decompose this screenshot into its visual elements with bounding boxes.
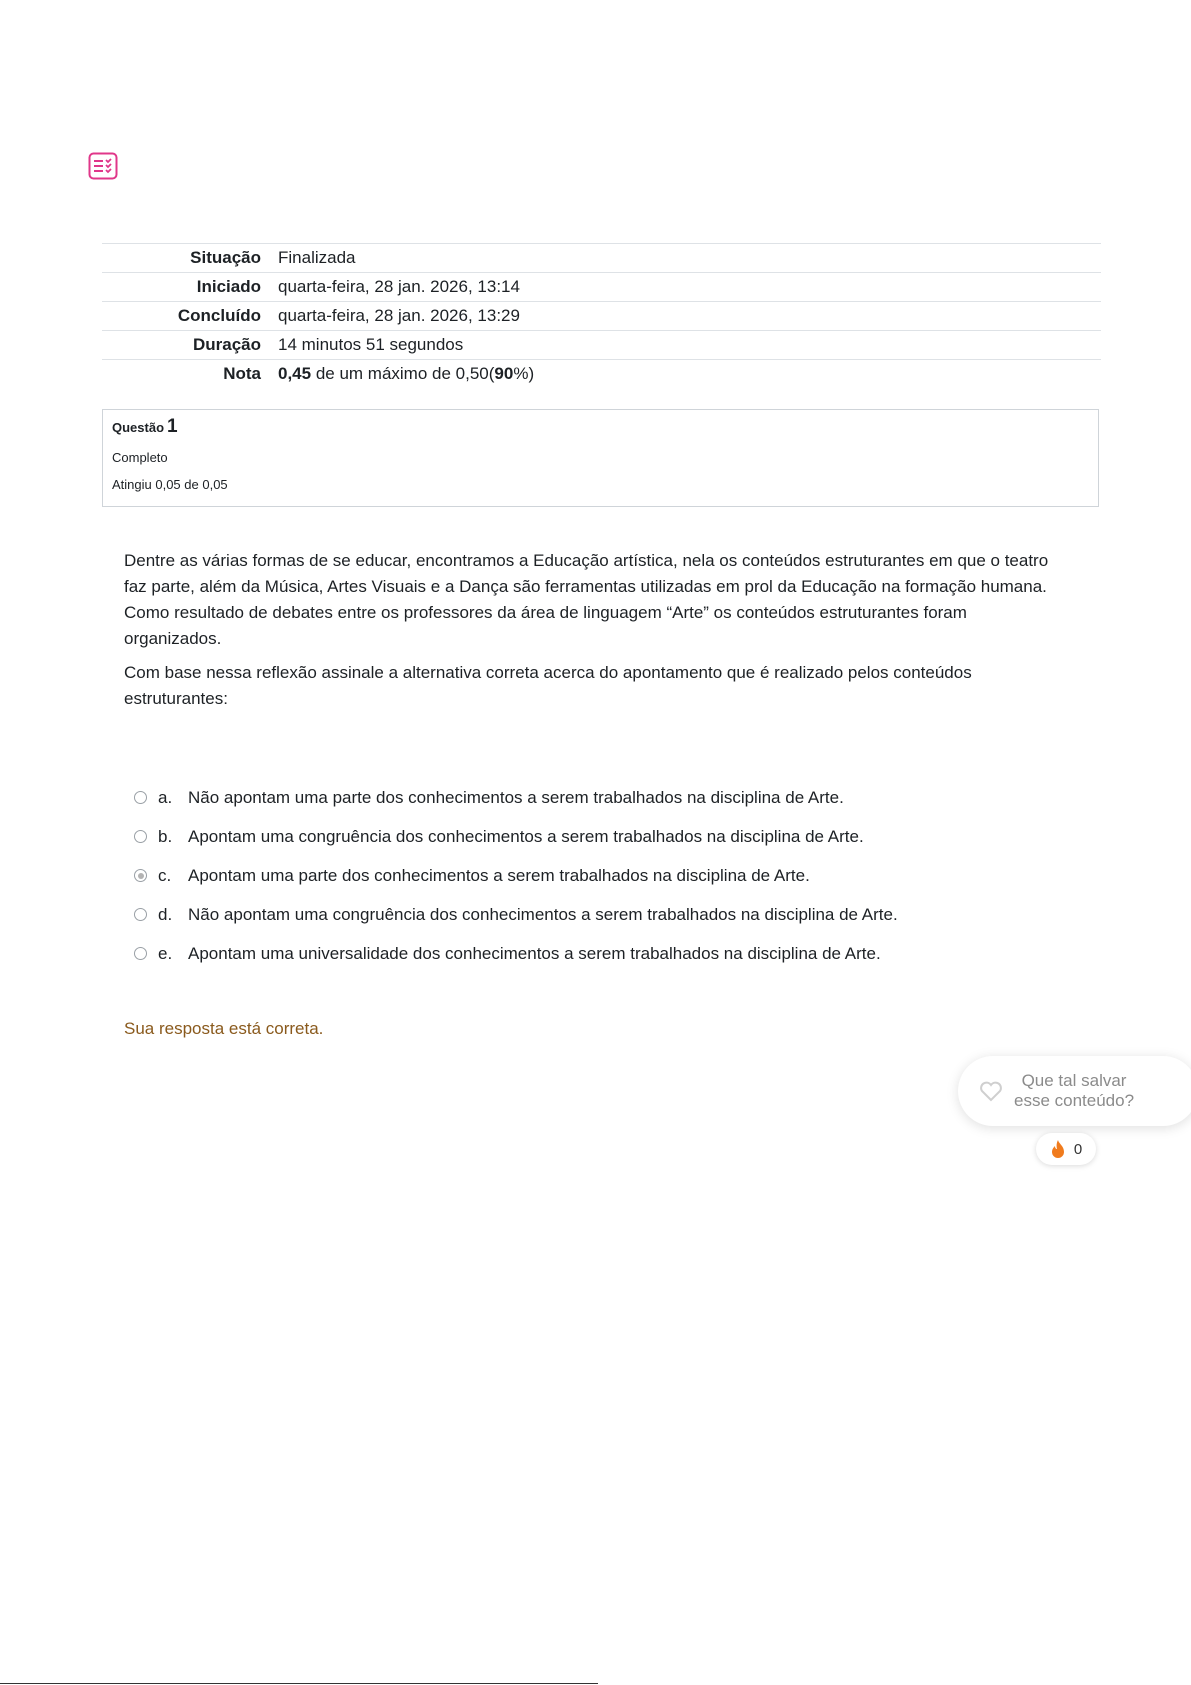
answer-option-c[interactable] — [134, 856, 898, 895]
question-status: Completo — [112, 450, 168, 465]
answer-text: Apontam uma universalidade dos conhecimentos a serem trabalhados na disciplina de Arte. — [188, 943, 881, 963]
answer-options — [134, 778, 898, 973]
fire-streak-chip[interactable] — [1036, 1133, 1096, 1165]
answer-feedback: Sua resposta está correta. — [124, 1019, 324, 1038]
answer-letter: c. — [158, 865, 172, 885]
summary-label: Nota — [223, 364, 261, 383]
question-label: Questão — [112, 420, 165, 435]
answer-option-b[interactable] — [134, 817, 898, 856]
radio-button[interactable] — [134, 947, 147, 960]
question-number-value: 1 — [167, 416, 178, 437]
summary-value: Finalizada — [278, 248, 356, 267]
answer-text: Apontam uma congruência dos conhecimentos a serem trabalhados na disciplina de Arte. — [188, 826, 864, 846]
question-number — [112, 416, 1089, 438]
answer-letter: d. — [158, 904, 173, 924]
answer-option-d[interactable] — [134, 895, 898, 934]
summary-row-iniciado — [102, 273, 1101, 302]
grade-end: %) — [513, 364, 535, 383]
save-line-1: Que tal salvar — [1021, 1071, 1127, 1090]
summary-label: Duração — [192, 335, 261, 354]
summary-row-concluido — [102, 302, 1101, 331]
answer-text: Não apontam uma congruência dos conhecimentos a serem trabalhados na disciplina de Arte. — [188, 904, 898, 924]
radio-button[interactable] — [134, 908, 147, 921]
answer-text: Apontam uma parte dos conhecimentos a serem trabalhados na disciplina de Arte. — [188, 865, 810, 885]
question-mark: Atingiu 0,05 de 0,05 — [112, 477, 228, 492]
save-content-text — [1014, 1071, 1134, 1111]
answer-option-e[interactable] — [134, 934, 898, 973]
question-paragraph: Com base nessa reflexão assinale a alternativa correta acerca do apontamento que é realizado pelos conteúdos estruturantes: — [124, 663, 972, 708]
heart-icon[interactable] — [978, 1078, 1004, 1104]
page-bottom-divider — [0, 1683, 598, 1684]
attempt-summary-table — [102, 243, 1101, 388]
save-content-widget[interactable] — [958, 1056, 1191, 1126]
answer-option-a[interactable] — [134, 778, 898, 817]
answer-letter: b. — [158, 826, 173, 846]
grade-mid: de um máximo de 0,50( — [311, 364, 495, 383]
radio-button[interactable] — [134, 791, 147, 804]
question-info-box — [102, 409, 1099, 507]
summary-label: Iniciado — [196, 277, 261, 296]
radio-button[interactable] — [134, 830, 147, 843]
answer-text: Não apontam uma parte dos conhecimentos a serem trabalhados na disciplina de Arte. — [188, 787, 844, 807]
grade-percent: 90 — [494, 364, 514, 383]
fire-icon — [1050, 1139, 1066, 1159]
summary-row-situacao — [102, 244, 1101, 273]
grade-score: 0,45 — [278, 364, 312, 383]
answer-letter: e. — [158, 943, 173, 963]
radio-button-selected[interactable] — [134, 869, 147, 882]
answer-letter: a. — [158, 787, 173, 807]
summary-label: Situação — [190, 248, 261, 267]
summary-row-duracao — [102, 331, 1101, 360]
summary-value: quarta-feira, 28 jan. 2026, 13:14 — [278, 277, 520, 296]
question-text — [124, 548, 1064, 720]
summary-value: quarta-feira, 28 jan. 2026, 13:29 — [278, 306, 520, 325]
quiz-list-icon[interactable] — [88, 152, 118, 182]
summary-value: 14 minutos 51 segundos — [278, 335, 464, 354]
grade-value — [278, 360, 1101, 389]
fire-count: 0 — [1073, 1140, 1083, 1158]
summary-row-nota — [102, 360, 1101, 389]
question-paragraph: Dentre as várias formas de se educar, encontramos a Educação artística, nela os conteúdos estruturantes em que o teatro faz parte, além da Música, Artes Visuais e a Dança são ferramentas utilizadas em prol da Educação na formação humana. Como resultado de debates entre os professores da área de linguagem “Arte” os conteúdos estruturantes foram organizados. — [124, 551, 1049, 648]
save-line-2: esse conteúdo? — [1014, 1091, 1135, 1110]
summary-label: Concluído — [177, 306, 261, 325]
